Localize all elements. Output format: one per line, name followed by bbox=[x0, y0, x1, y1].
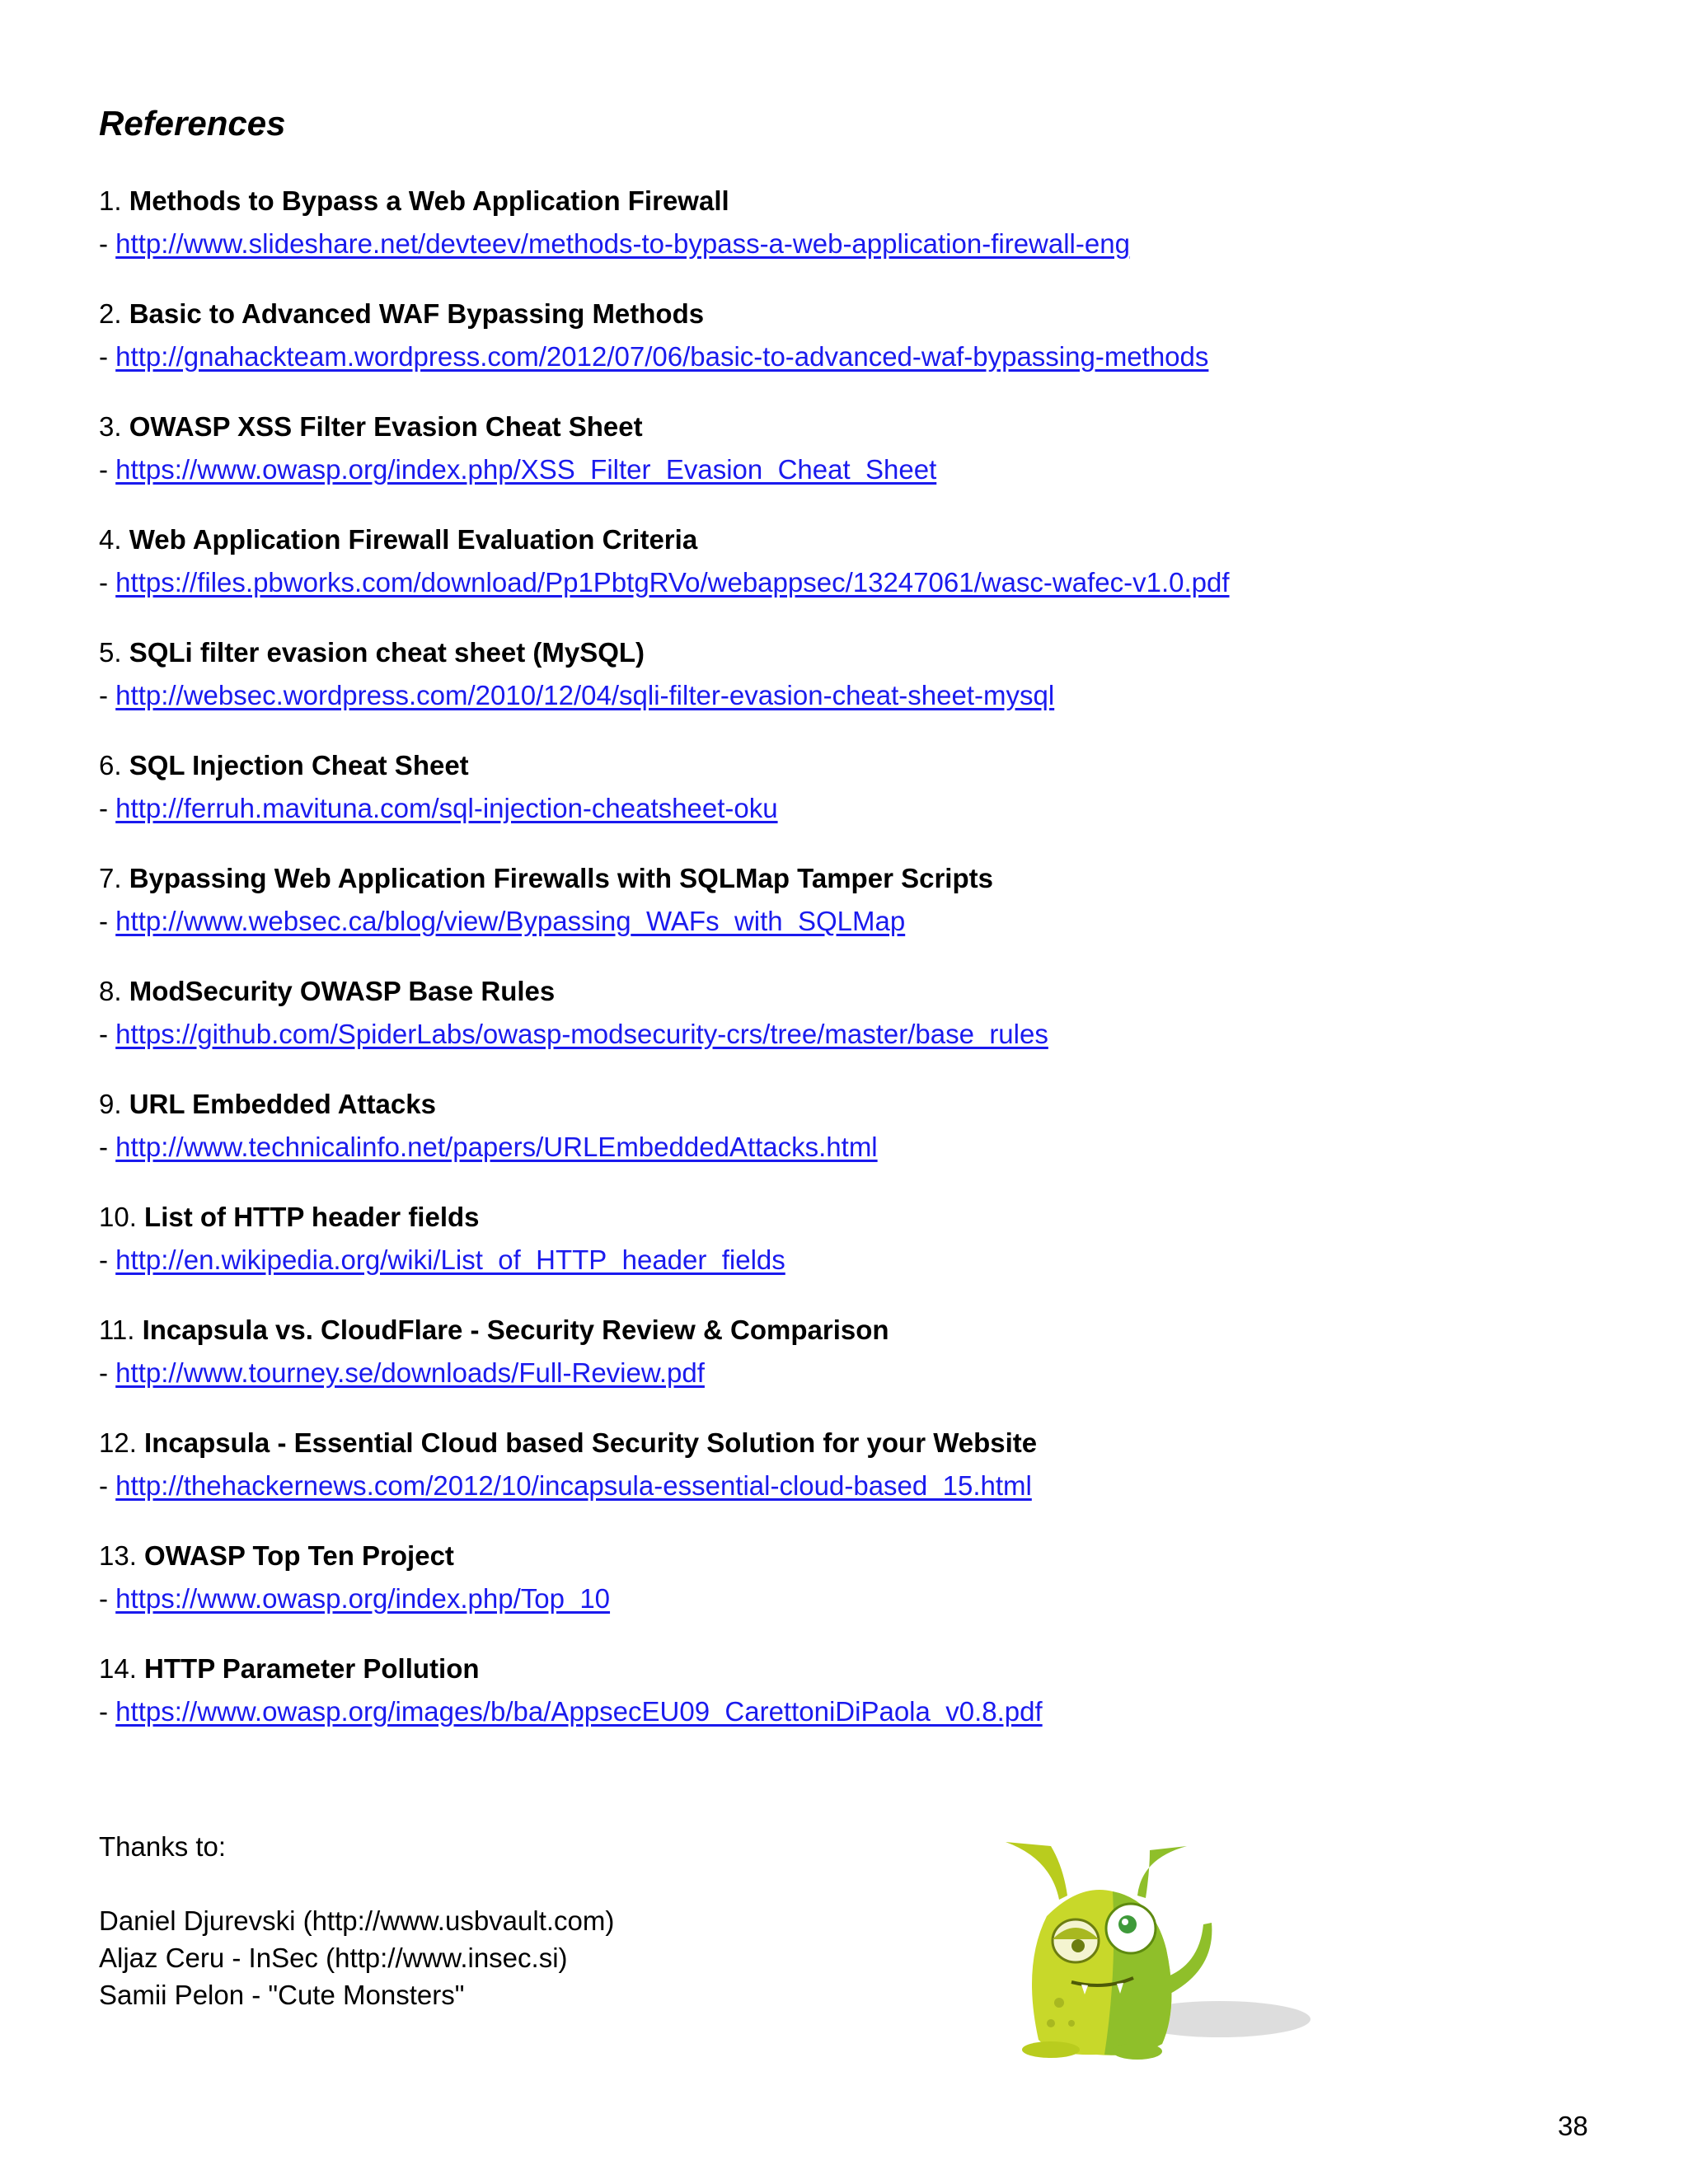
thanks-person: Samii Pelon - "Cute Monsters" bbox=[99, 1980, 465, 2010]
reference-number: 9. bbox=[99, 1089, 122, 1119]
monster-antenna-left bbox=[1006, 1842, 1067, 1900]
reference-url-line bbox=[99, 674, 1599, 717]
reference-item bbox=[99, 1535, 1599, 1647]
reference-link[interactable]: https://github.com/SpiderLabs/owasp-modsecurity-crs/tree/master/base_rules bbox=[115, 1019, 1048, 1049]
reference-url-line bbox=[99, 448, 1599, 491]
reference-link[interactable]: https://www.owasp.org/images/b/ba/AppsecEU09_CarettoniDiPaola_v0.8.pdf bbox=[115, 1696, 1043, 1727]
reference-link[interactable]: http://websec.wordpress.com/2010/12/04/sqli-filter-evasion-cheat-sheet-mysql bbox=[115, 680, 1055, 710]
thanks-section bbox=[99, 1828, 614, 2013]
reference-item bbox=[99, 970, 1599, 1083]
reference-title: ModSecurity OWASP Base Rules bbox=[129, 976, 556, 1006]
reference-url-line bbox=[99, 1577, 1599, 1620]
reference-url-line bbox=[99, 1126, 1599, 1169]
reference-title: Incapsula vs. CloudFlare - Security Review & Comparison bbox=[142, 1315, 889, 1345]
reference-number: 7. bbox=[99, 863, 122, 893]
reference-item bbox=[99, 631, 1599, 744]
reference-title: Bypassing Web Application Firewalls with SQLMap Tamper Scripts bbox=[129, 863, 993, 893]
reference-item bbox=[99, 180, 1599, 293]
thanks-person: Daniel Djurevski (http://www.usbvault.com) bbox=[99, 1905, 615, 1936]
reference-title-line bbox=[99, 744, 1599, 787]
reference-item bbox=[99, 1309, 1599, 1422]
reference-link[interactable]: http://ferruh.mavituna.com/sql-injection-cheatsheet-oku bbox=[115, 793, 778, 823]
reference-link[interactable]: http://www.technicalinfo.net/papers/URLEmbeddedAttacks.html bbox=[115, 1132, 878, 1162]
reference-link[interactable]: http://www.websec.ca/blog/view/Bypassing_WAFs_with_SQLMap bbox=[115, 906, 906, 936]
reference-number: 10. bbox=[99, 1202, 137, 1232]
reference-link[interactable]: http://www.tourney.se/downloads/Full-Review.pdf bbox=[115, 1357, 705, 1388]
reference-number: 13. bbox=[99, 1540, 137, 1571]
url-dash: - bbox=[99, 1357, 116, 1388]
reference-link[interactable]: http://thehackernews.com/2012/10/incapsula-essential-cloud-based_15.html bbox=[115, 1470, 1032, 1501]
thanks-label: Thanks to: bbox=[99, 1831, 227, 1862]
reference-title: URL Embedded Attacks bbox=[129, 1089, 436, 1119]
reference-title-line bbox=[99, 1422, 1599, 1465]
reference-item bbox=[99, 405, 1599, 518]
url-dash: - bbox=[99, 1696, 116, 1727]
reference-title: SQL Injection Cheat Sheet bbox=[129, 750, 469, 780]
reference-title-line bbox=[99, 518, 1599, 561]
reference-item bbox=[99, 1083, 1599, 1196]
reference-title-line bbox=[99, 180, 1599, 223]
reference-item bbox=[99, 857, 1599, 970]
page-heading: References bbox=[99, 104, 286, 143]
reference-url-line bbox=[99, 787, 1599, 830]
url-dash: - bbox=[99, 454, 116, 485]
reference-number: 5. bbox=[99, 637, 122, 668]
url-dash: - bbox=[99, 906, 116, 936]
reference-title: OWASP XSS Filter Evasion Cheat Sheet bbox=[129, 411, 643, 442]
reference-number: 12. bbox=[99, 1427, 137, 1458]
reference-link[interactable]: http://en.wikipedia.org/wiki/List_of_HTTP_header_fields bbox=[115, 1244, 785, 1275]
reference-number: 2. bbox=[99, 298, 122, 329]
reference-url-line bbox=[99, 1352, 1599, 1394]
url-dash: - bbox=[99, 341, 116, 372]
reference-title-line bbox=[99, 293, 1599, 335]
reference-link[interactable]: https://www.owasp.org/index.php/XSS_Filter_Evasion_Cheat_Sheet bbox=[115, 454, 937, 485]
reference-item bbox=[99, 1196, 1599, 1309]
reference-title: Incapsula - Essential Cloud based Security Solution for your Website bbox=[144, 1427, 1038, 1458]
reference-title: List of HTTP header fields bbox=[144, 1202, 480, 1232]
reference-link[interactable]: https://www.owasp.org/index.php/Top_10 bbox=[115, 1583, 611, 1614]
reference-item bbox=[99, 518, 1599, 631]
monster-antenna-right bbox=[1137, 1846, 1187, 1898]
reference-number: 14. bbox=[99, 1653, 137, 1684]
url-dash: - bbox=[99, 1132, 116, 1162]
reference-link[interactable]: https://files.pbworks.com/download/Pp1PbtgRVo/webappsec/13247061/wasc-wafec-v1.0.pdf bbox=[115, 567, 1230, 598]
url-dash: - bbox=[99, 1244, 116, 1275]
reference-title-line bbox=[99, 970, 1599, 1013]
reference-number: 3. bbox=[99, 411, 122, 442]
url-dash: - bbox=[99, 228, 116, 259]
reference-title-line bbox=[99, 857, 1599, 900]
reference-url-line bbox=[99, 1013, 1599, 1056]
reference-link[interactable]: http://www.slideshare.net/devteev/methods-to-bypass-a-web-application-firewall-eng bbox=[115, 228, 1130, 259]
reference-title: Basic to Advanced WAF Bypassing Methods bbox=[129, 298, 705, 329]
monster-arm bbox=[1164, 1923, 1212, 1994]
reference-url-line bbox=[99, 561, 1599, 604]
url-dash: - bbox=[99, 1019, 116, 1049]
reference-list bbox=[99, 180, 1599, 1760]
url-dash: - bbox=[99, 1470, 116, 1501]
reference-title-line bbox=[99, 405, 1599, 448]
reference-item bbox=[99, 744, 1599, 857]
reference-title-line bbox=[99, 1083, 1599, 1126]
reference-title-line bbox=[99, 1309, 1599, 1352]
reference-item bbox=[99, 1647, 1599, 1760]
monster-illustration bbox=[973, 1825, 1319, 2073]
monster-foot-right bbox=[1113, 2043, 1162, 2060]
thanks-person: Aljaz Ceru - InSec (http://www.insec.si) bbox=[99, 1943, 568, 1973]
reference-url-line bbox=[99, 900, 1599, 943]
reference-item bbox=[99, 1422, 1599, 1535]
reference-url-line bbox=[99, 1465, 1599, 1507]
reference-number: 8. bbox=[99, 976, 122, 1006]
reference-url-line bbox=[99, 223, 1599, 265]
url-dash: - bbox=[99, 793, 116, 823]
reference-title: OWASP Top Ten Project bbox=[144, 1540, 454, 1571]
reference-title-line bbox=[99, 1196, 1599, 1239]
reference-item bbox=[99, 293, 1599, 405]
reference-url-line bbox=[99, 1690, 1599, 1733]
reference-title: SQLi filter evasion cheat sheet (MySQL) bbox=[129, 637, 645, 668]
reference-title-line bbox=[99, 631, 1599, 674]
monster-foot-left bbox=[1022, 2041, 1080, 2058]
url-dash: - bbox=[99, 1583, 116, 1614]
reference-title-line bbox=[99, 1647, 1599, 1690]
reference-title: Methods to Bypass a Web Application Firewall bbox=[129, 185, 729, 216]
url-dash: - bbox=[99, 567, 116, 598]
reference-title-line bbox=[99, 1535, 1599, 1577]
reference-number: 6. bbox=[99, 750, 122, 780]
reference-number: 11. bbox=[99, 1315, 135, 1345]
page-number: 38 bbox=[1558, 2111, 1588, 2141]
reference-number: 4. bbox=[99, 524, 122, 555]
reference-url-line bbox=[99, 335, 1599, 378]
reference-number: 1. bbox=[99, 185, 122, 216]
reference-title: Web Application Firewall Evaluation Criteria bbox=[129, 524, 698, 555]
reference-title: HTTP Parameter Pollution bbox=[144, 1653, 480, 1684]
reference-url-line bbox=[99, 1239, 1599, 1282]
reference-link[interactable]: http://gnahackteam.wordpress.com/2012/07/06/basic-to-advanced-waf-bypassing-methods bbox=[115, 341, 1209, 372]
url-dash: - bbox=[99, 680, 116, 710]
